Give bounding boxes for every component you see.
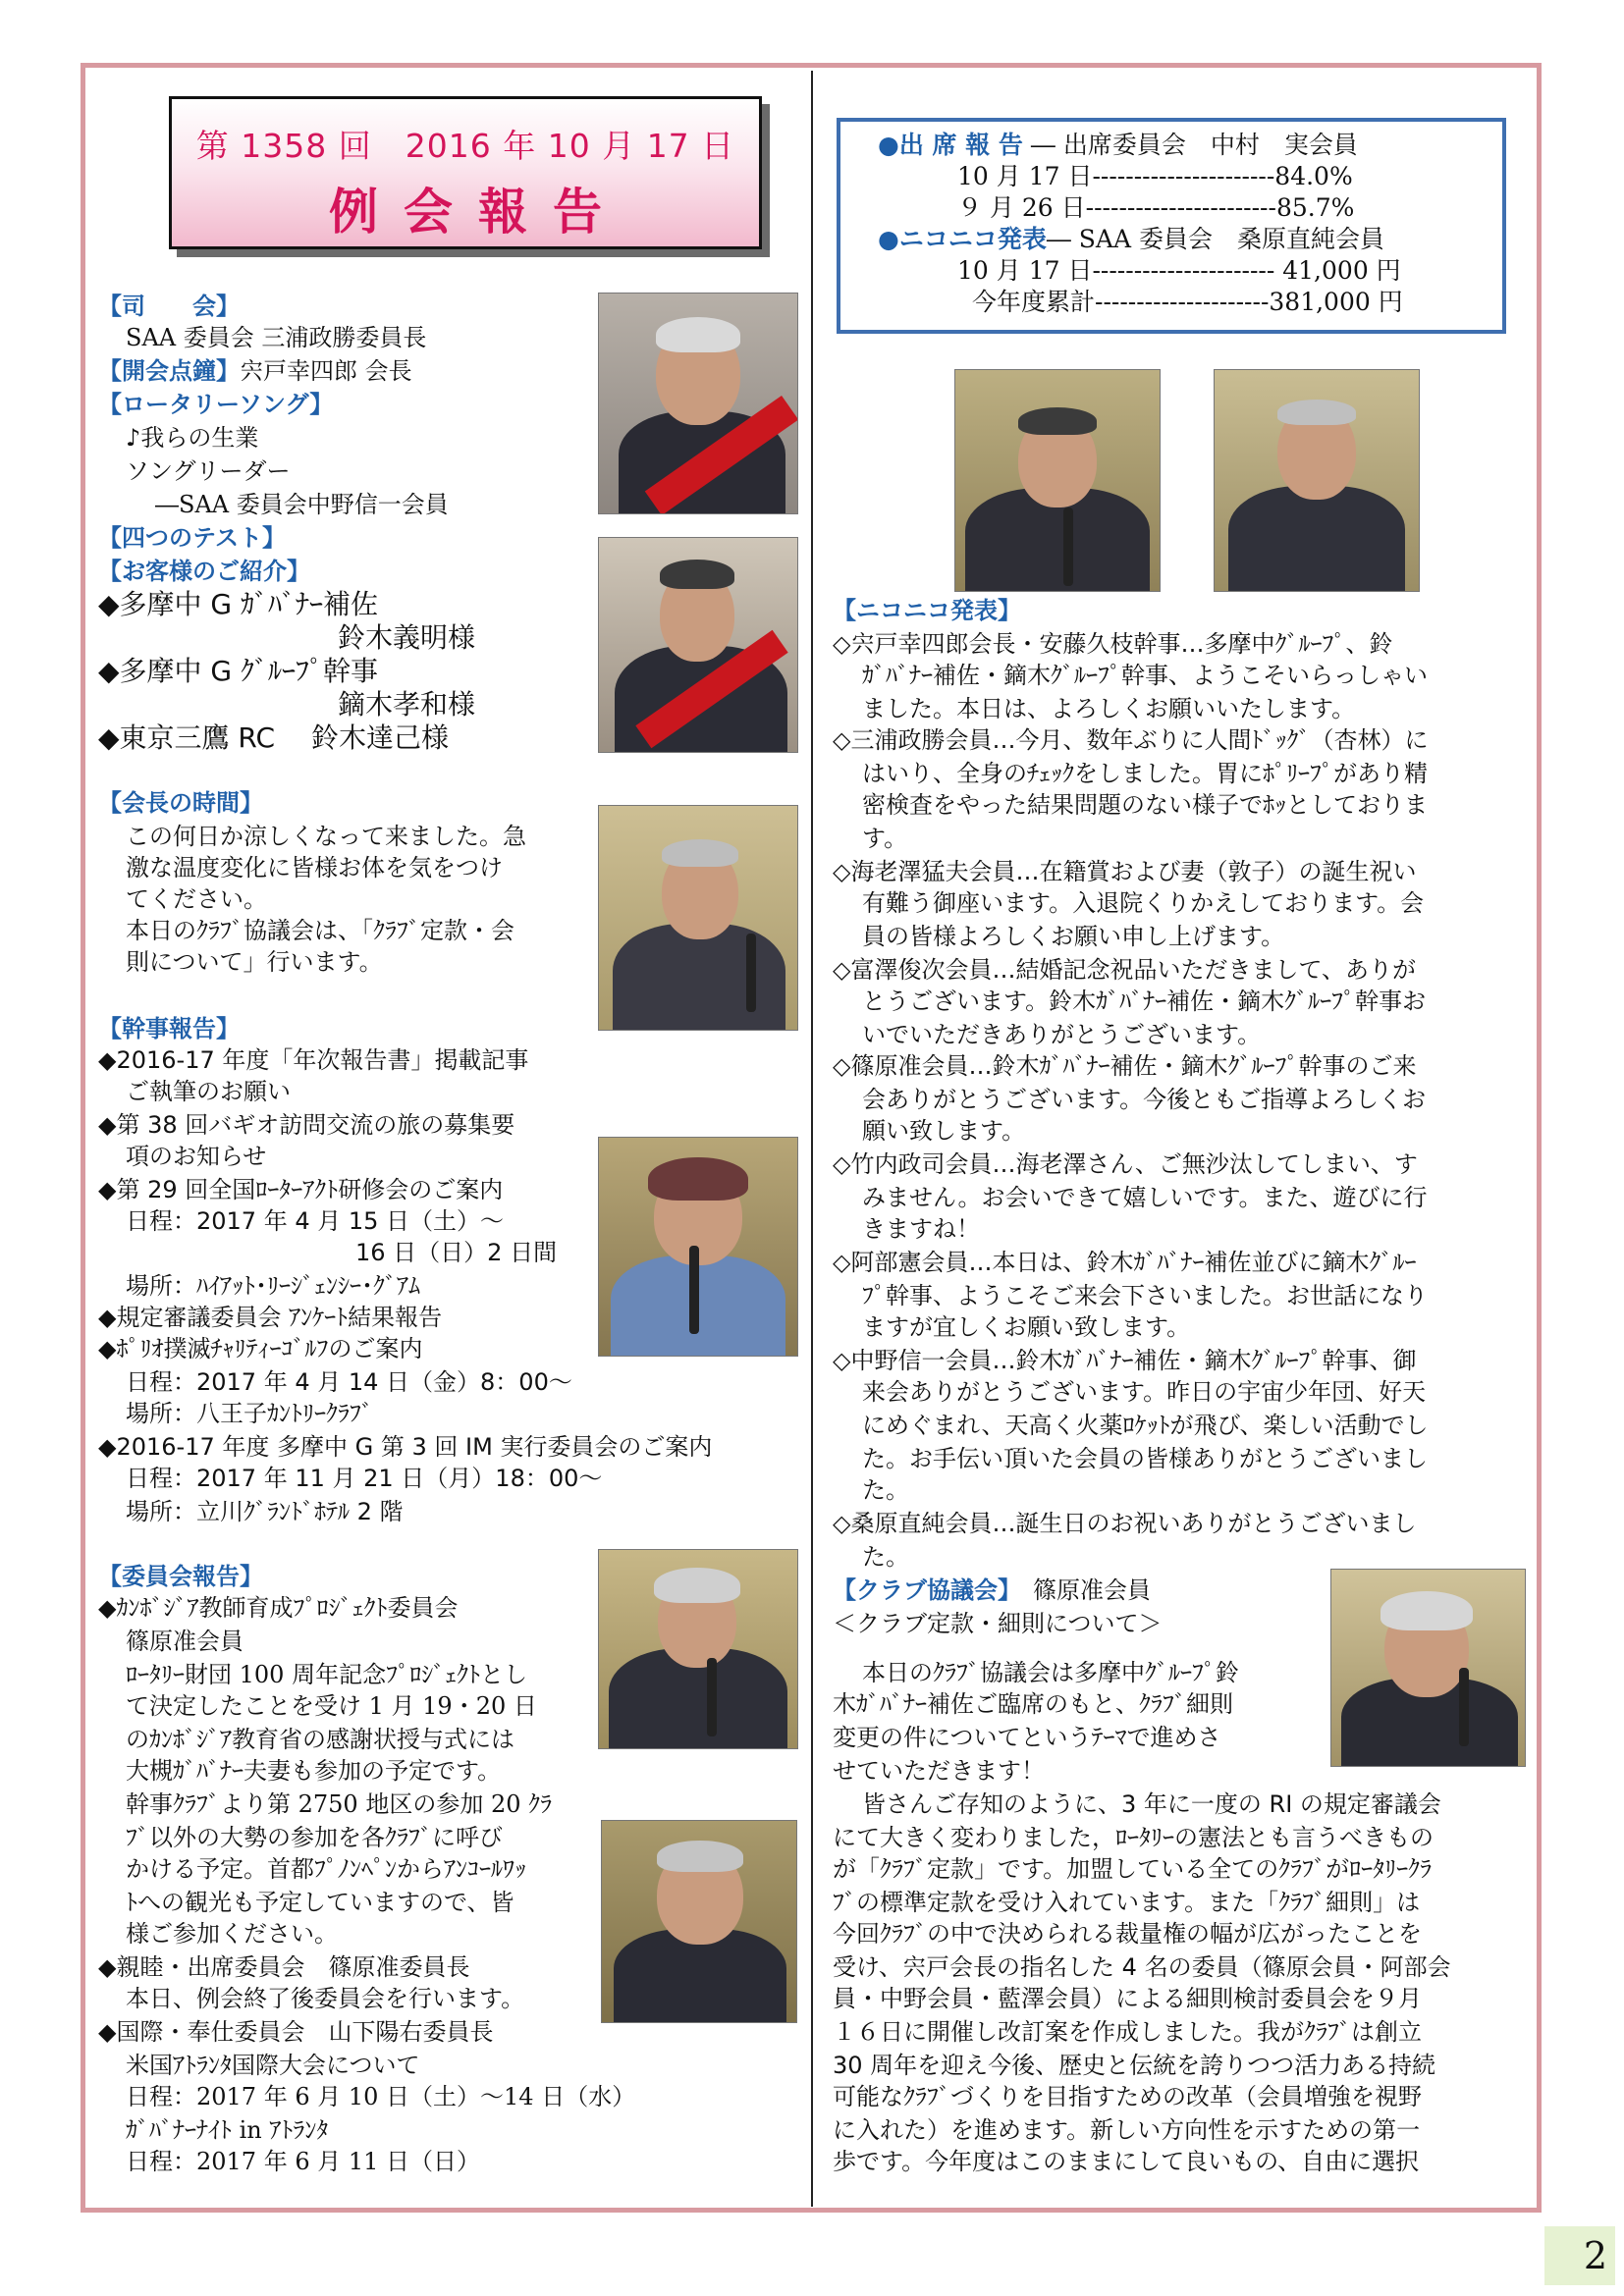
left-col-text: ご執筆のお願い xyxy=(126,1078,291,1105)
right-col-text: に入れた）を進めます。新しい方向性を示すための第一 xyxy=(833,2116,1421,2144)
right-col-text: す。 xyxy=(862,825,908,852)
attendance-line xyxy=(878,224,1384,255)
right-col-text: 30 周年を迎え今後、歴史と伝統を誇りつつ活力ある持続 xyxy=(833,2052,1436,2079)
photo-committee-2 xyxy=(601,1820,797,2023)
right-col-text: ◇海老澤猛夫会員…在籍賞および妻（敦子）の誕生祝い xyxy=(833,858,1417,885)
left-col-text: 鈴木義明様 xyxy=(338,621,476,654)
left-col-text: ◆規定審議委員会 ｱﾝｹｰﾄ結果報告 xyxy=(98,1304,443,1331)
right-col-text: とうございます。鈴木ｶﾞﾊﾞﾅｰ補佐・鏑木ｸﾞﾙｰﾌﾟ幹事お xyxy=(862,988,1427,1015)
right-col-heading: 【ニコニコ発表】 xyxy=(833,597,1021,624)
right-col-text: 員・中野会員・藍澤会員）による細則検討委員会を９月 xyxy=(833,1985,1422,2012)
right-col-text: た。 xyxy=(862,1543,909,1571)
left-col-text: 大槻ｶﾞﾊﾞﾅｰ夫妻も参加の予定です。 xyxy=(126,1757,502,1785)
right-col-text: 今回ｸﾗﾌﾞの中で決められる裁量権の幅が広がったことを xyxy=(833,1920,1422,1948)
photo-member-2 xyxy=(1214,369,1420,592)
right-col-text: きますね！ xyxy=(862,1215,980,1243)
photo-president xyxy=(598,805,798,1031)
left-col-heading: 【開会点鐘】宍戸幸四郎 会長 xyxy=(98,357,412,385)
left-col-text: ﾌﾞ以外の大勢の参加を各ｸﾗﾌﾞに呼び xyxy=(126,1824,503,1851)
left-col-text: 幹事ｸﾗﾌﾞより第 2750 地区の参加 20 ｸﾗ xyxy=(126,1790,553,1818)
attendance-line xyxy=(957,192,1354,224)
left-col-text: ◆第 29 回全国ﾛｰﾀｰｱｸﾄ研修会のご案内 xyxy=(98,1176,504,1203)
left-col-text: SAA 委員会 三浦政勝委員長 xyxy=(126,324,427,351)
left-col-text: てください。 xyxy=(126,885,267,913)
right-col-text: た。お手伝い頂いた会員の皆様ありがとうございまし xyxy=(862,1445,1428,1472)
left-col-text: 則について」行います。 xyxy=(126,948,383,976)
left-col-text: 場所：ﾊｲｱｯﾄ･ﾘｰｼﾞｪﾝｼｰ･ｸﾞｱﾑ xyxy=(126,1272,420,1300)
right-col-text: 可能なｸﾗﾌﾞづくりを目指すための改革（会員増強を視野 xyxy=(833,2083,1422,2110)
right-col-text: た。 xyxy=(862,1476,909,1504)
left-col-text: ｶﾞﾊﾞﾅｰﾅｲﾄ in ｱﾄﾗﾝﾀ xyxy=(126,2116,329,2144)
right-col-text: せていただきます！ xyxy=(833,1757,1045,1785)
right-col-text: ました。本日は、よろしくお願いいたします。 xyxy=(862,695,1356,722)
right-col-text: 密検査をやった結果問題のない様子でﾎｯとしておりま xyxy=(862,791,1428,819)
photo-club-council xyxy=(1330,1569,1526,1767)
left-col-text: ◆2016-17 年度 多摩中 G 第 3 回 IM 実行委員会のご案内 xyxy=(98,1433,713,1461)
right-col-text: にめぐまれ、天高く火薬ﾛｹｯﾄが飛び、楽しい活動でし xyxy=(862,1412,1429,1439)
left-col-text: ◆親睦・出席委員会 篠原准委員長 xyxy=(98,1953,470,1981)
left-col-text: 日程：2017 年 4 月 15 日（土）～ xyxy=(126,1207,505,1235)
left-col-text: 項のお知らせ xyxy=(126,1143,267,1170)
left-col-text: ◆2016-17 年度「年次報告書」掲載記事 xyxy=(98,1046,529,1074)
right-col-text: ◇中野信一会員…鈴木ｶﾞﾊﾞﾅｰ補佐・鏑木ｸﾞﾙｰﾌﾟ幹事、御 xyxy=(833,1347,1417,1374)
right-col-inline-text: 篠原准会員 xyxy=(1009,1576,1151,1604)
left-col-text: 場所：八王子ｶﾝﾄﾘｰｸﾗﾌﾞ xyxy=(126,1400,373,1427)
left-col-text: ◆ﾎﾟﾘｵ撲滅ﾁｬﾘﾃｨｰｺﾞﾙﾌのご案内 xyxy=(98,1335,423,1362)
left-col-text: ◆第 38 回バギオ訪問交流の旅の募集要 xyxy=(98,1111,515,1139)
right-col-text: ◇桑原直純会員…誕生日のお祝いありがとうございまし xyxy=(833,1510,1417,1537)
left-col-text: ◆国際・奉仕委員会 山下陽右委員長 xyxy=(98,2018,494,2046)
photo-song-leader xyxy=(598,537,798,753)
right-col-text: ＜クラブ定款・細則について＞ xyxy=(833,1610,1163,1637)
right-col-text: 会ありがとうございます。今後ともご指導よろしくお xyxy=(862,1086,1427,1113)
right-col-text: 皆さんご存知のように、3 年に一度の RI の規定審議会 xyxy=(862,1790,1441,1818)
left-col-text: 様ご参加ください。 xyxy=(126,1920,338,1948)
right-col-text: ◇宍戸幸四郎会長・安藤久枝幹事…多摩中ｸﾞﾙｰﾌﾟ、鈴 xyxy=(833,630,1393,658)
meeting-date: 第 1358 回 2016 年 10 月 17 日 xyxy=(195,127,735,165)
left-col-text: のｶﾝﾎﾞｼﾞｱ教育省の感謝状授与式には xyxy=(126,1726,514,1753)
right-col-text: いでいただきありがとうございます。 xyxy=(862,1021,1262,1048)
right-col-text: みません。お会いできて嬉しいです。また、遊びに行 xyxy=(862,1184,1428,1211)
left-col-heading: 【ロータリーソング】 xyxy=(98,391,334,418)
right-col-text: ◇阿部憲会員…本日は、鈴木ｶﾞﾊﾞﾅｰ補佐並びに鏑木ｸﾞﾙｰ xyxy=(833,1249,1417,1276)
right-col-text: 本日のｸﾗﾌﾞ協議会は多摩中ｸﾞﾙｰﾌﾟ鈴 xyxy=(862,1659,1239,1686)
left-col-text: ソングリーダー xyxy=(126,457,291,485)
left-col-heading: 【四つのテスト】 xyxy=(98,524,287,552)
right-col-text: ◇竹内政司会員…海老澤さん、ご無沙汰してしまい、す xyxy=(833,1150,1418,1178)
left-col-heading: 【委員会報告】 xyxy=(98,1563,263,1590)
page-title: 例会報告 xyxy=(329,184,627,240)
left-col-text: 本日、例会終了後委員会を行います。 xyxy=(126,1985,525,2012)
left-col-text: かける予定。首都ﾌﾟﾉﾝﾍﾟﾝからｱﾝｺｰﾙﾜｯ xyxy=(126,1855,526,1883)
attendance-heading: ●出 席 報 告 xyxy=(878,131,1023,159)
right-col-text: 願い致します。 xyxy=(862,1117,1026,1145)
right-col-text: にて大きく変わりました，ﾛｰﾀﾘｰの憲法とも言うべきもの xyxy=(833,1824,1434,1851)
left-col-text: ♪我らの生業 xyxy=(126,424,259,452)
photo-mc xyxy=(598,293,798,514)
attendance-value: ― SAA 委員会 桑原直純会員 xyxy=(1046,225,1384,253)
right-col-text: ﾌﾞの標準定款を受け入れています。また「ｸﾗﾌﾞ細則」は xyxy=(833,1889,1421,1916)
left-col-heading: 【司 会】 xyxy=(98,293,240,320)
right-col-text: ◇篠原准会員…鈴木ｶﾞﾊﾞﾅｰ補佐・鏑木ｸﾞﾙｰﾌﾟ幹事のご来 xyxy=(833,1052,1417,1080)
left-col-heading: 【会長の時間】 xyxy=(98,789,263,817)
left-col-heading: 【幹事報告】 xyxy=(98,1015,240,1042)
left-col-text: 激な温度変化に皆様お体を気をつけ xyxy=(126,854,503,881)
left-col-text: 鏑木孝和様 xyxy=(338,688,476,721)
left-col-text: 米国ｱﾄﾗﾝﾀ国際大会について xyxy=(126,2052,420,2079)
left-col-text: 日程：2017 年 6 月 10 日（土）～14 日（水） xyxy=(126,2083,636,2110)
attendance-line xyxy=(957,255,1401,287)
right-col-text: 歩です。今年度はこのままにして良いもの、自由に選択 xyxy=(833,2148,1420,2175)
attendance-line xyxy=(878,130,1358,161)
right-col-text: ますが宜しくお願い致します。 xyxy=(862,1313,1191,1341)
left-col-text: ◆東京三鷹 RC 鈴木達己様 xyxy=(98,721,449,754)
attendance-value: 10 月 17 日----------------------84.0% xyxy=(957,162,1353,190)
attendance-line xyxy=(972,287,1403,318)
photo-committee-1 xyxy=(598,1549,798,1749)
photo-member-1 xyxy=(954,369,1161,592)
left-col-text: 日程：2017 年 4 月 14 日（金）8：00～ xyxy=(126,1368,572,1396)
attendance-value: ９ 月 26 日-----------------------85.7% xyxy=(957,193,1355,222)
right-col-text: 員の皆様よろしくお願い申し上げます。 xyxy=(862,923,1285,950)
right-col-text: 来会ありがとうございます。昨日の宇宙少年団、好天 xyxy=(862,1378,1427,1406)
left-col-text: て決定したことを受け 1 月 19・20 日 xyxy=(126,1692,537,1720)
right-col-text: はいり、全身のﾁｪｯｸをしました。胃にﾎﾟﾘｰﾌﾟがあり精 xyxy=(862,760,1428,787)
page-number: 2 xyxy=(1544,2226,1615,2285)
photo-secretary xyxy=(598,1137,798,1357)
left-col-text: ―SAA 委員会中野信一会員 xyxy=(155,491,449,518)
right-col-text: ◇富澤俊次会員…結婚記念祝品いただきまして、ありが xyxy=(833,956,1416,984)
left-col-heading: 【お客様のご紹介】 xyxy=(98,558,310,585)
left-col-text: この何日か涼しくなって来ました。急 xyxy=(126,823,526,850)
right-col-text: 変更の件についてというﾃｰﾏで進めさ xyxy=(833,1724,1221,1751)
attendance-line xyxy=(957,161,1353,192)
right-col-text: 木ｶﾞﾊﾞﾅｰ補佐ご臨席のもと、ｸﾗﾌﾞ細則 xyxy=(833,1690,1233,1718)
left-col-text: 場所：立川ｸﾞﾗﾝﾄﾞﾎﾃﾙ 2 階 xyxy=(126,1498,404,1525)
attendance-value: 今年度累計---------------------381,000 円 xyxy=(972,288,1403,316)
left-col-inline-text: 宍戸幸四郎 会長 xyxy=(240,357,412,385)
right-col-text: ｶﾞﾊﾞﾅｰ補佐・鏑木ｸﾞﾙｰﾌﾟ幹事、ようこそいらっしゃい xyxy=(862,662,1428,689)
column-divider xyxy=(811,71,813,2207)
right-col-text: ﾌﾟ幹事、ようこそご来会下さいました。お世話になり xyxy=(862,1282,1428,1309)
attendance-value: 10 月 17 日---------------------- 41,000 円 xyxy=(957,256,1401,285)
right-col-text: が「ｸﾗﾌﾞ定款」です。加盟している全てのｸﾗﾌﾞがﾛｰﾀﾘｰｸﾗ xyxy=(833,1855,1433,1883)
right-col-text: 受け、宍戸会長の指名した 4 名の委員（篠原会員・阿部会 xyxy=(833,1953,1451,1981)
left-col-text: 本日のｸﾗﾌﾞ協議会は、「ｸﾗﾌﾞ定款・会 xyxy=(126,917,514,944)
right-col-text: １６日に開催し改訂案を作成しました。我がｸﾗﾌﾞは創立 xyxy=(833,2018,1422,2046)
left-col-text: ◆多摩中 G ｶﾞﾊﾞﾅｰ補佐 xyxy=(98,588,379,620)
left-col-text: 篠原准会員 xyxy=(126,1628,244,1655)
left-col-text: ◆ｶﾝﾎﾞｼﾞｱ教師育成ﾌﾟﾛｼﾞｪｸﾄ委員会 xyxy=(98,1594,459,1622)
left-col-text: 日程：2017 年 11 月 21 日（月）18：00～ xyxy=(126,1465,603,1492)
left-col-text: ◆多摩中 G ｸﾞﾙｰﾌﾟ幹事 xyxy=(98,655,379,687)
title-box xyxy=(169,96,762,249)
right-col-text: 有難う御座います。入退院くりかえしております。会 xyxy=(862,889,1425,917)
attendance-value: ― 出席委員会 中村 実会員 xyxy=(1022,131,1358,159)
left-col-text: ﾛｰﾀﾘｰ財団 100 周年記念ﾌﾟﾛｼﾞｪｸﾄとし xyxy=(126,1661,528,1688)
attendance-heading: ●ニコニコ発表 xyxy=(878,225,1047,253)
left-col-text: 16 日（日）2 日間 xyxy=(355,1239,558,1266)
right-col-text: ◇三浦政勝会員…今月、数年ぶりに人間ﾄﾞｯｸﾞ（杏林）に xyxy=(833,726,1429,754)
right-col-heading: 【クラブ協議会】 篠原准会員 xyxy=(833,1576,1151,1604)
left-col-text: 日程：2017 年 6 月 11 日（日） xyxy=(126,2148,481,2175)
left-col-text: ﾄへの観光も予定していますので、皆 xyxy=(126,1889,514,1916)
